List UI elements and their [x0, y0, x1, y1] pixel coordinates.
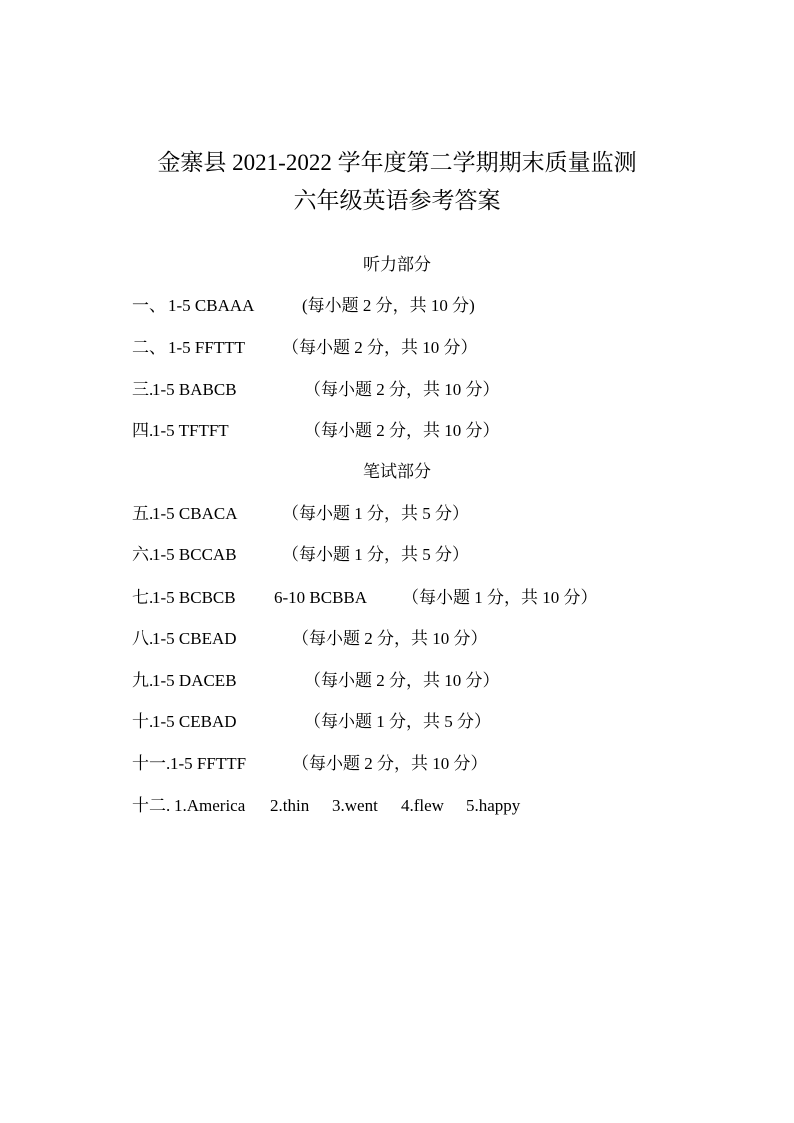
score-note: （每小题 2 分，共 10 分） [282, 338, 478, 357]
question-number: 四. [132, 421, 154, 440]
document-title: 金寨县 2021-2022 学年度第二学期期末质量监测 [157, 150, 637, 175]
answer-key: 1-5 FFTTT [168, 338, 245, 357]
answer-row [132, 710, 772, 734]
question-number: 十一. [132, 754, 171, 773]
question-number: 八. [132, 629, 154, 648]
section-heading-writing: 笔试部分 [363, 462, 431, 481]
answer-key: 1-5 CBACA [152, 504, 238, 523]
answer-key: 1-5 DACEB [152, 671, 237, 690]
answer-row [132, 586, 772, 610]
question-number: 十. [132, 712, 154, 731]
answer-key: 1-5 CEBAD [152, 712, 237, 731]
question-number: 三. [132, 380, 154, 399]
question-number: 二、 [132, 338, 166, 357]
question-number: 五. [132, 504, 154, 523]
score-note: （每小题 2 分，共 10 分） [304, 421, 500, 440]
answer-row [132, 752, 772, 776]
score-note: （每小题 2 分，共 10 分） [292, 754, 488, 773]
answer-key: 1-5 BCBCB [152, 588, 236, 607]
answer-item: 5.happy [466, 796, 521, 815]
answer-row [132, 294, 772, 318]
answer-key: 1-5 CBAAA [168, 296, 255, 315]
answer-row [132, 627, 772, 651]
answer-key: 1-5 TFTFT [152, 421, 229, 440]
answer-row [132, 794, 772, 818]
score-note: （每小题 2 分，共 10 分） [304, 671, 500, 690]
answer-row [132, 378, 772, 402]
answer-item: 3.went [332, 796, 378, 815]
question-number: 九. [132, 671, 154, 690]
answer-key: 1-5 CBEAD [152, 629, 237, 648]
question-number: 七. [132, 588, 154, 607]
answer-key: 1-5 FFTTF [170, 754, 247, 773]
score-note: （每小题 1 分，共 5 分） [304, 712, 491, 731]
score-note: （每小题 1 分，共 5 分） [282, 504, 469, 523]
document-subtitle: 六年级英语参考答案 [293, 188, 501, 213]
answer-key: 1-5 BABCB [152, 380, 237, 399]
answer-row [132, 336, 772, 360]
section-heading-listening: 听力部分 [363, 255, 431, 274]
answer-row [132, 419, 772, 443]
question-number: 一、 [132, 296, 166, 315]
answer-row [132, 502, 772, 526]
question-number: 六. [132, 545, 154, 564]
question-number: 十二. [132, 796, 171, 815]
answer-row [132, 543, 772, 567]
answer-item: 2.thin [270, 796, 310, 815]
answer-item: 4.flew [401, 796, 444, 815]
score-note: （每小题 1 分，共 10 分） [402, 588, 598, 607]
score-note: （每小题 2 分，共 10 分） [304, 380, 500, 399]
score-note: (每小题 2 分，共 10 分) [302, 296, 475, 315]
answer-item: 1.America [174, 796, 246, 815]
score-note: （每小题 1 分，共 5 分） [282, 545, 469, 564]
answer-key-extra: 6-10 BCBBA [274, 588, 368, 607]
score-note: （每小题 2 分，共 10 分） [292, 629, 488, 648]
answer-row [132, 669, 772, 693]
answer-key: 1-5 BCCAB [152, 545, 237, 564]
